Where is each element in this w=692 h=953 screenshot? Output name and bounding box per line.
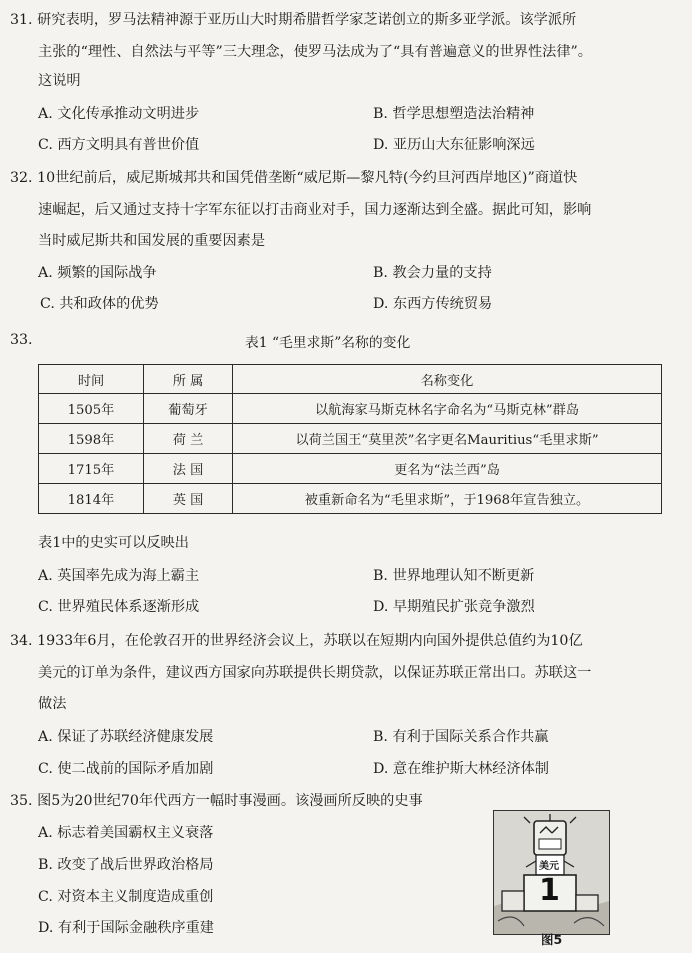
table-cell-time: 1715年 [39,454,144,484]
podium-number: 1 [539,873,560,908]
q33-option-d: D. 早期殖民扩张竞争激烈 [373,599,535,615]
q33-option-c: C. 世界殖民体系逐渐形成 [38,599,200,615]
q35-option-d: D. 有利于国际金融秩序重建 [38,920,214,936]
q33-number: 33. [10,332,33,348]
table-header-row [39,365,662,394]
q33-option-b: B. 世界地理认知不断更新 [373,568,535,584]
table-row [39,454,662,484]
table-row [39,484,662,514]
table-cell-time: 1505年 [39,394,144,424]
table-header-time: 时间 [39,365,144,394]
table-cell-change: 更名为“法兰西”岛 [233,454,662,484]
table-header-name-change: 名称变化 [233,365,662,394]
table-cell-change: 以荷兰国王“莫里茨”名字更名Mauritius“毛里求斯” [233,424,662,454]
q31-line-2: 主张的“理性、自然法与平等”三大理念，使罗马法成为了“具有普遍意义的世界性法律”。 [38,44,592,60]
q32-line-1: 32. 10世纪前后，威尼斯城邦共和国凭借垄断“威尼斯—黎凡特(今约旦河西岸地区)”商道快 [10,170,578,186]
q32-line-3: 当时威尼斯共和国发展的重要因素是 [38,233,266,249]
q35-option-b: B. 改变了战后世界政治格局 [38,857,214,873]
q32-option-a: A. 频繁的国际战争 [38,265,157,281]
mauritius-table [38,364,662,514]
q33-option-a: A. 英国率先成为海上霸主 [38,568,200,584]
figure-label: 图5 [541,932,563,947]
table-cell-time: 1814年 [39,484,144,514]
q34-line-3: 做法 [38,696,67,712]
q35-option-c: C. 对资本主义制度造成重创 [38,889,214,905]
q32-line-2: 速崛起，后又通过支持十字军东征以打击商业对手，国力逐渐达到全盛。据此可知，影响 [38,202,592,218]
table-row [39,394,662,424]
table-cell-owner: 法 国 [144,454,233,484]
dollar-label: 美元 [539,861,559,872]
q32-option-d: D. 东西方传统贸易 [373,296,493,312]
table-cell-change: 以航海家马斯克林名字命名为“马斯克林”群岛 [233,394,662,424]
table-cell-owner: 葡萄牙 [144,394,233,424]
q33-stem: 表1中的史实可以反映出 [38,535,189,551]
q32-option-c: C. 共和政体的优势 [40,296,159,312]
q34-line-1: 34. 1933年6月，在伦敦召开的世界经济会议上，苏联以在短期内向国外提供总值约为10亿 [10,633,583,649]
q34-option-a: A. 保证了苏联经济健康发展 [38,729,214,745]
q34-option-b: B. 有利于国际关系合作共赢 [373,729,549,745]
q35-stem: 35. 图5为20世纪70年代西方一幅时事漫画。该漫画所反映的史事 [10,793,423,809]
q35-option-a: A. 标志着美国霸权主义衰落 [38,825,214,841]
table-cell-owner: 荷 兰 [144,424,233,454]
q31-option-c: C. 西方文明具有普世价值 [38,137,200,153]
q31-option-a: A. 文化传承推动文明进步 [38,106,200,122]
q31-line-1: 31. 研究表明，罗马法精神源于亚历山大时期希腊哲学家芝诺创立的斯多亚学派。该学派所 [10,12,577,28]
table-row [39,424,662,454]
cartoon-figure [493,810,610,935]
q31-option-b: B. 哲学思想塑造法治精神 [373,106,535,122]
q32-option-b: B. 教会力量的支持 [373,265,492,281]
q31-line-3: 这说明 [38,73,81,89]
table-header-owner: 所 属 [144,365,233,394]
q34-line-2: 美元的订单为条件，建议西方国家向苏联提供长期贷款，以保证苏联正常出口。苏联这一 [38,665,592,681]
table-cell-change: 被重新命名为“毛里求斯”，于1968年宣告独立。 [233,484,662,514]
q34-option-d: D. 意在维护斯大林经济体制 [373,761,549,777]
table-title: 表1 “毛里求斯”名称的变化 [245,335,411,351]
q34-option-c: C. 使二战前的国际矛盾加剧 [38,761,214,777]
table-cell-owner: 英 国 [144,484,233,514]
table-cell-time: 1598年 [39,424,144,454]
q31-option-d: D. 亚历山大东征影响深远 [373,137,535,153]
